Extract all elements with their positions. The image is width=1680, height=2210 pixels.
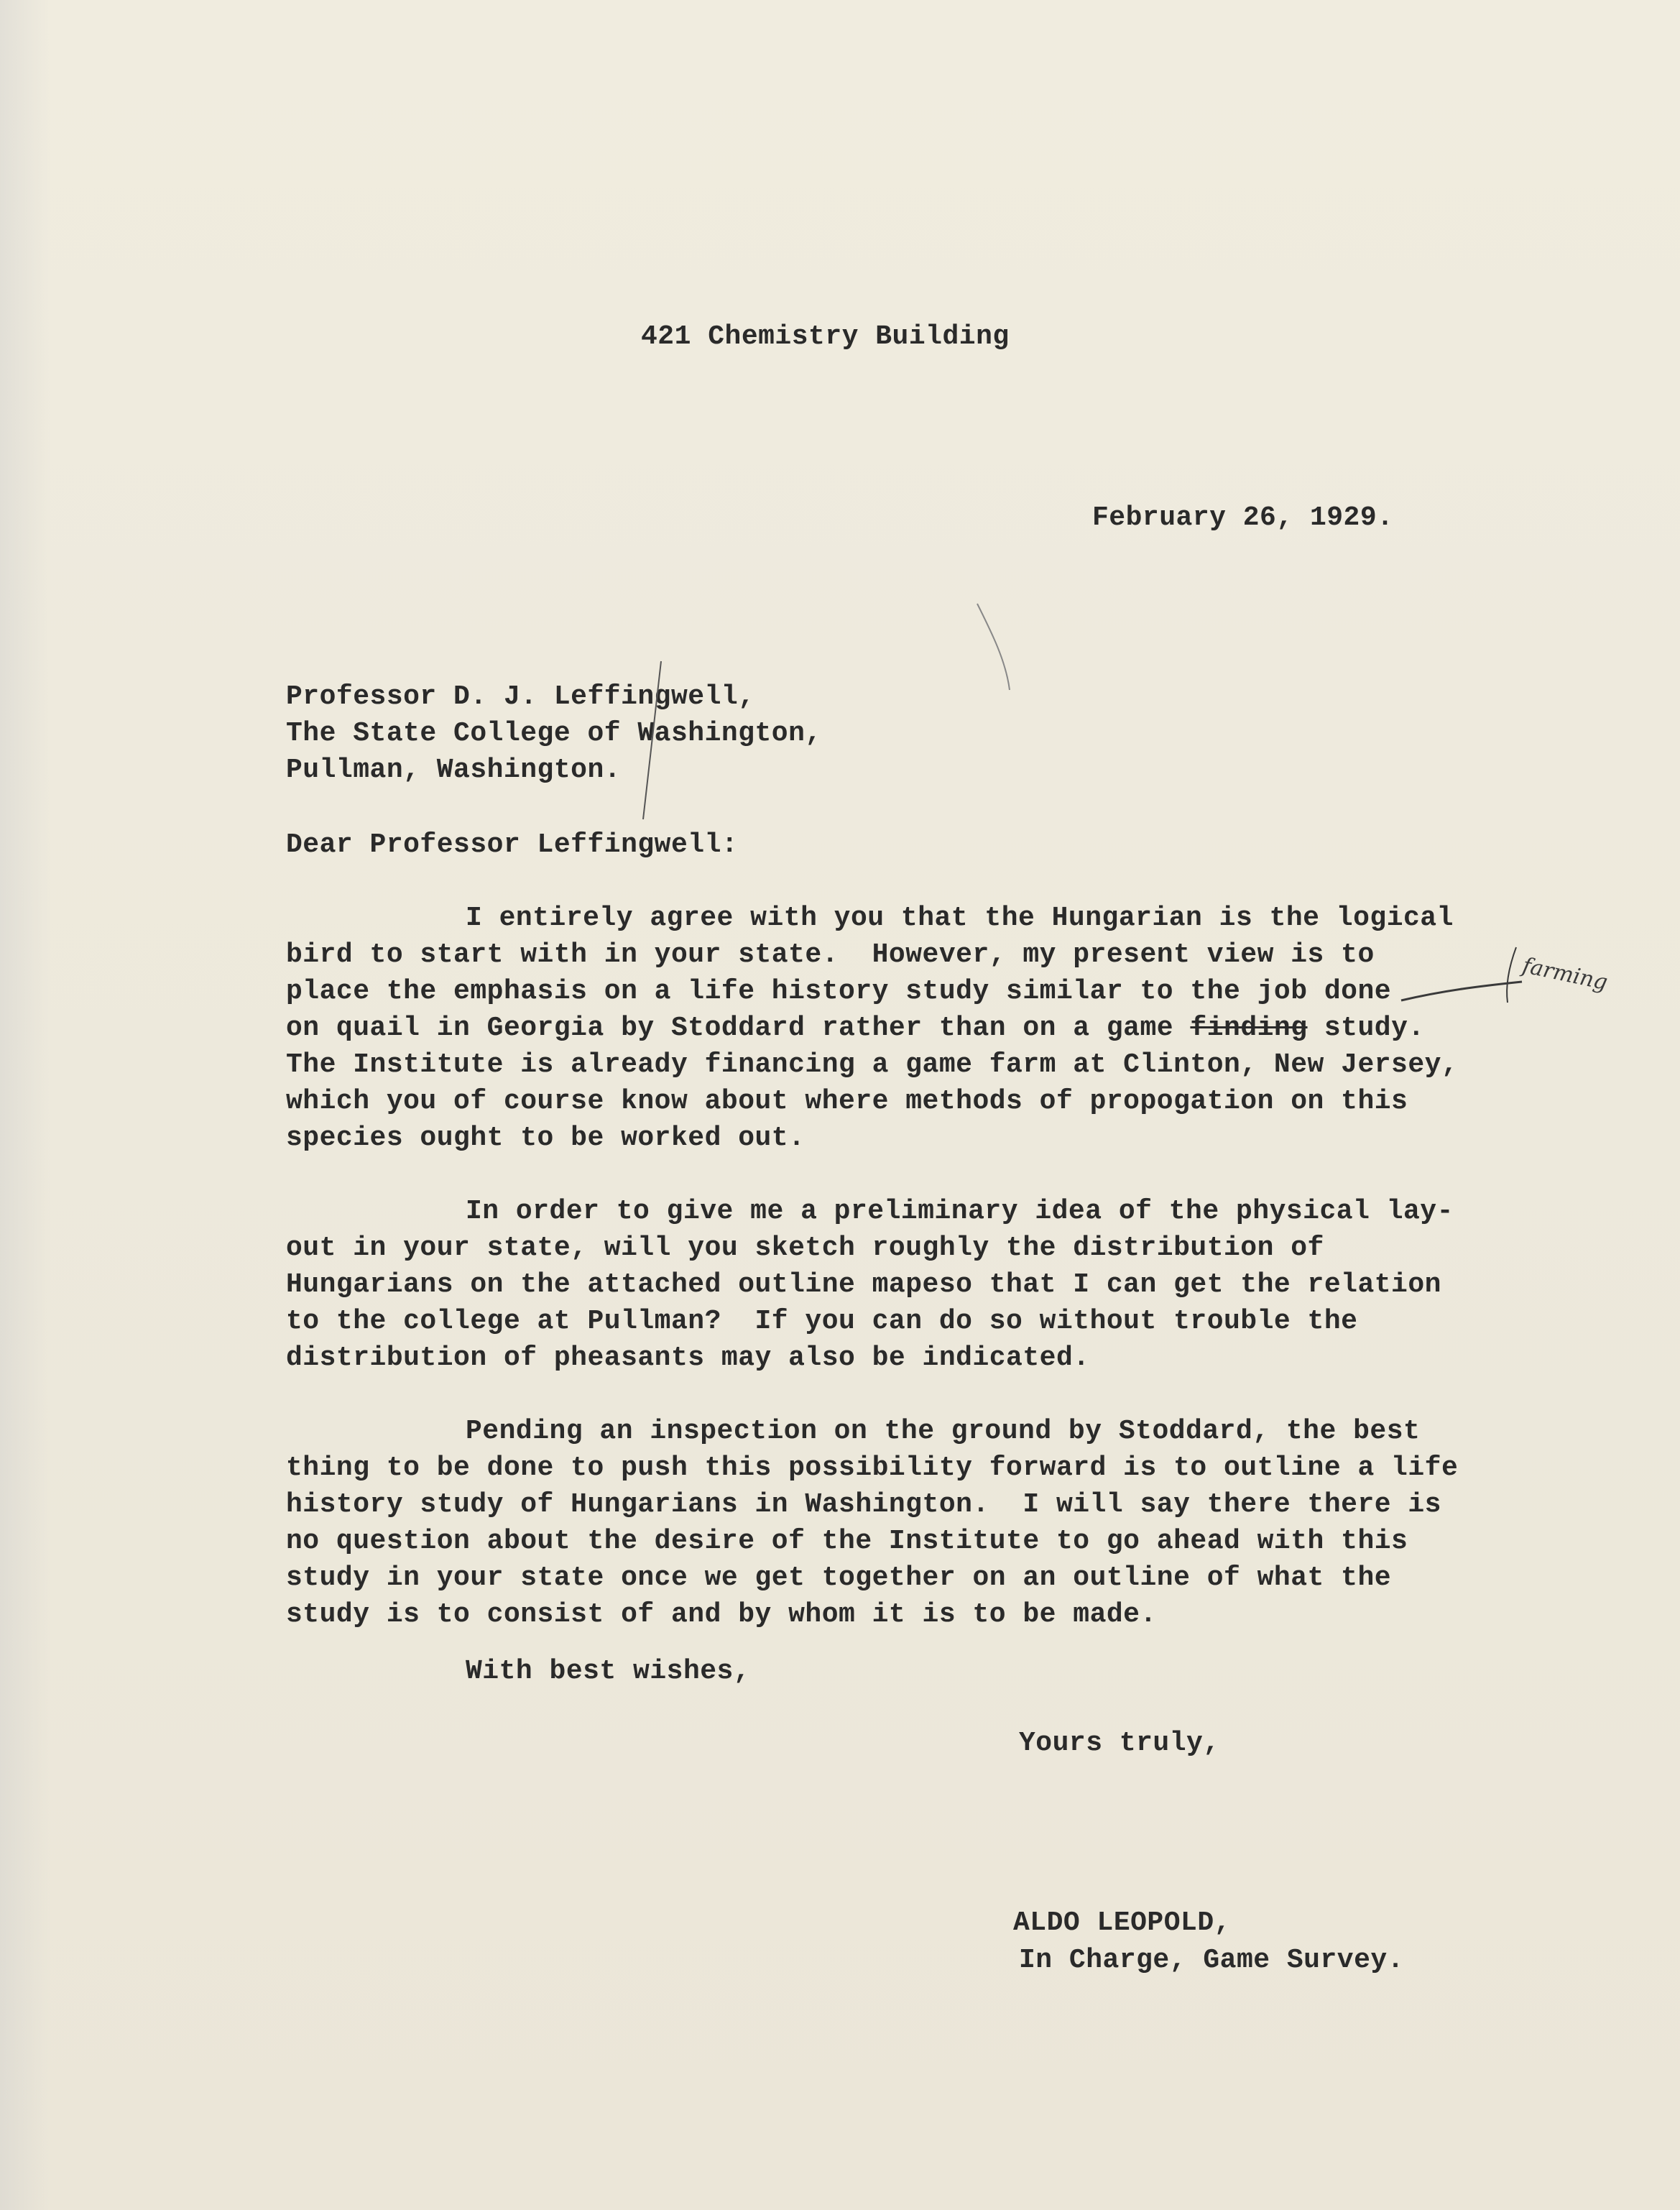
- paragraph-3-line-2: thing to be done to push this possibility forward is to outline a life: [286, 1452, 1459, 1483]
- paragraph-1-line-6: which you of course know about where methods of propogation on this: [286, 1086, 1408, 1117]
- recipient-name: Professor D. J. Leffingwell,: [286, 681, 755, 712]
- paragraph-3-line-6: study is to consist of and by whom it is to be made.: [286, 1599, 1157, 1630]
- paragraph-2-line-5: distribution of pheasants may also be indicated.: [286, 1343, 1090, 1373]
- paragraph-1-line-1: I entirely agree with you that the Hungarian is the logical: [466, 903, 1454, 934]
- paragraph-2-line-2: out in your state, will you sketch roughly the distribution of: [286, 1233, 1324, 1263]
- recipient-institution: The State College of Washington,: [286, 718, 822, 749]
- paragraph-1-line-4-text: on quail in Georgia by Stoddard rather than on a game: [286, 1013, 1191, 1044]
- sender-address: 421 Chemistry Building: [641, 321, 1010, 352]
- handwritten-insert: farming: [1520, 952, 1610, 996]
- paragraph-1-line-4: [286, 1010, 1425, 1046]
- paragraph-3-line-4: no question about the desire of the Institute to go ahead with this: [286, 1526, 1408, 1557]
- closing-wishes: With best wishes,: [466, 1656, 751, 1687]
- paragraph-2-line-4: to the college at Pullman? If you can do so without trouble the: [286, 1306, 1358, 1337]
- valediction: Yours truly,: [1019, 1728, 1220, 1759]
- letter-date: February 26, 1929.: [1092, 502, 1394, 533]
- struck-word: finding: [1190, 1013, 1308, 1044]
- paragraph-2-line-3: Hungarians on the attached outline mapeso that I can get the relation: [286, 1269, 1441, 1300]
- paragraph-1-line-7: species ought to be worked out.: [286, 1123, 806, 1154]
- paragraph-3-line-1: Pending an inspection on the ground by Stoddard, the best: [466, 1416, 1421, 1447]
- paragraph-1-line-5: The Institute is already financing a game farm at Clinton, New Jersey,: [286, 1049, 1459, 1080]
- paper-edge-shading: [0, 0, 50, 2210]
- paragraph-1-line-2: bird to start with in your state. However, my present view is to: [286, 939, 1375, 970]
- paragraph-3-line-3: history study of Hungarians in Washington. I will say there there is: [286, 1489, 1441, 1520]
- paragraph-3-line-5: study in your state once we get together on an outline of what the: [286, 1562, 1392, 1593]
- signer-name: ALDO LEOPOLD,: [1013, 1907, 1231, 1938]
- paragraph-1-line-3: place the emphasis on a life history study similar to the job done: [286, 976, 1392, 1007]
- paragraph-1-line-4-end: study.: [1307, 1013, 1425, 1044]
- salutation: Dear Professor Leffingwell:: [286, 829, 739, 860]
- signer-title: In Charge, Game Survey.: [1019, 1945, 1404, 1976]
- paragraph-2-line-1: In order to give me a preliminary idea of the physical lay-: [466, 1196, 1454, 1227]
- recipient-city: Pullman, Washington.: [286, 755, 622, 786]
